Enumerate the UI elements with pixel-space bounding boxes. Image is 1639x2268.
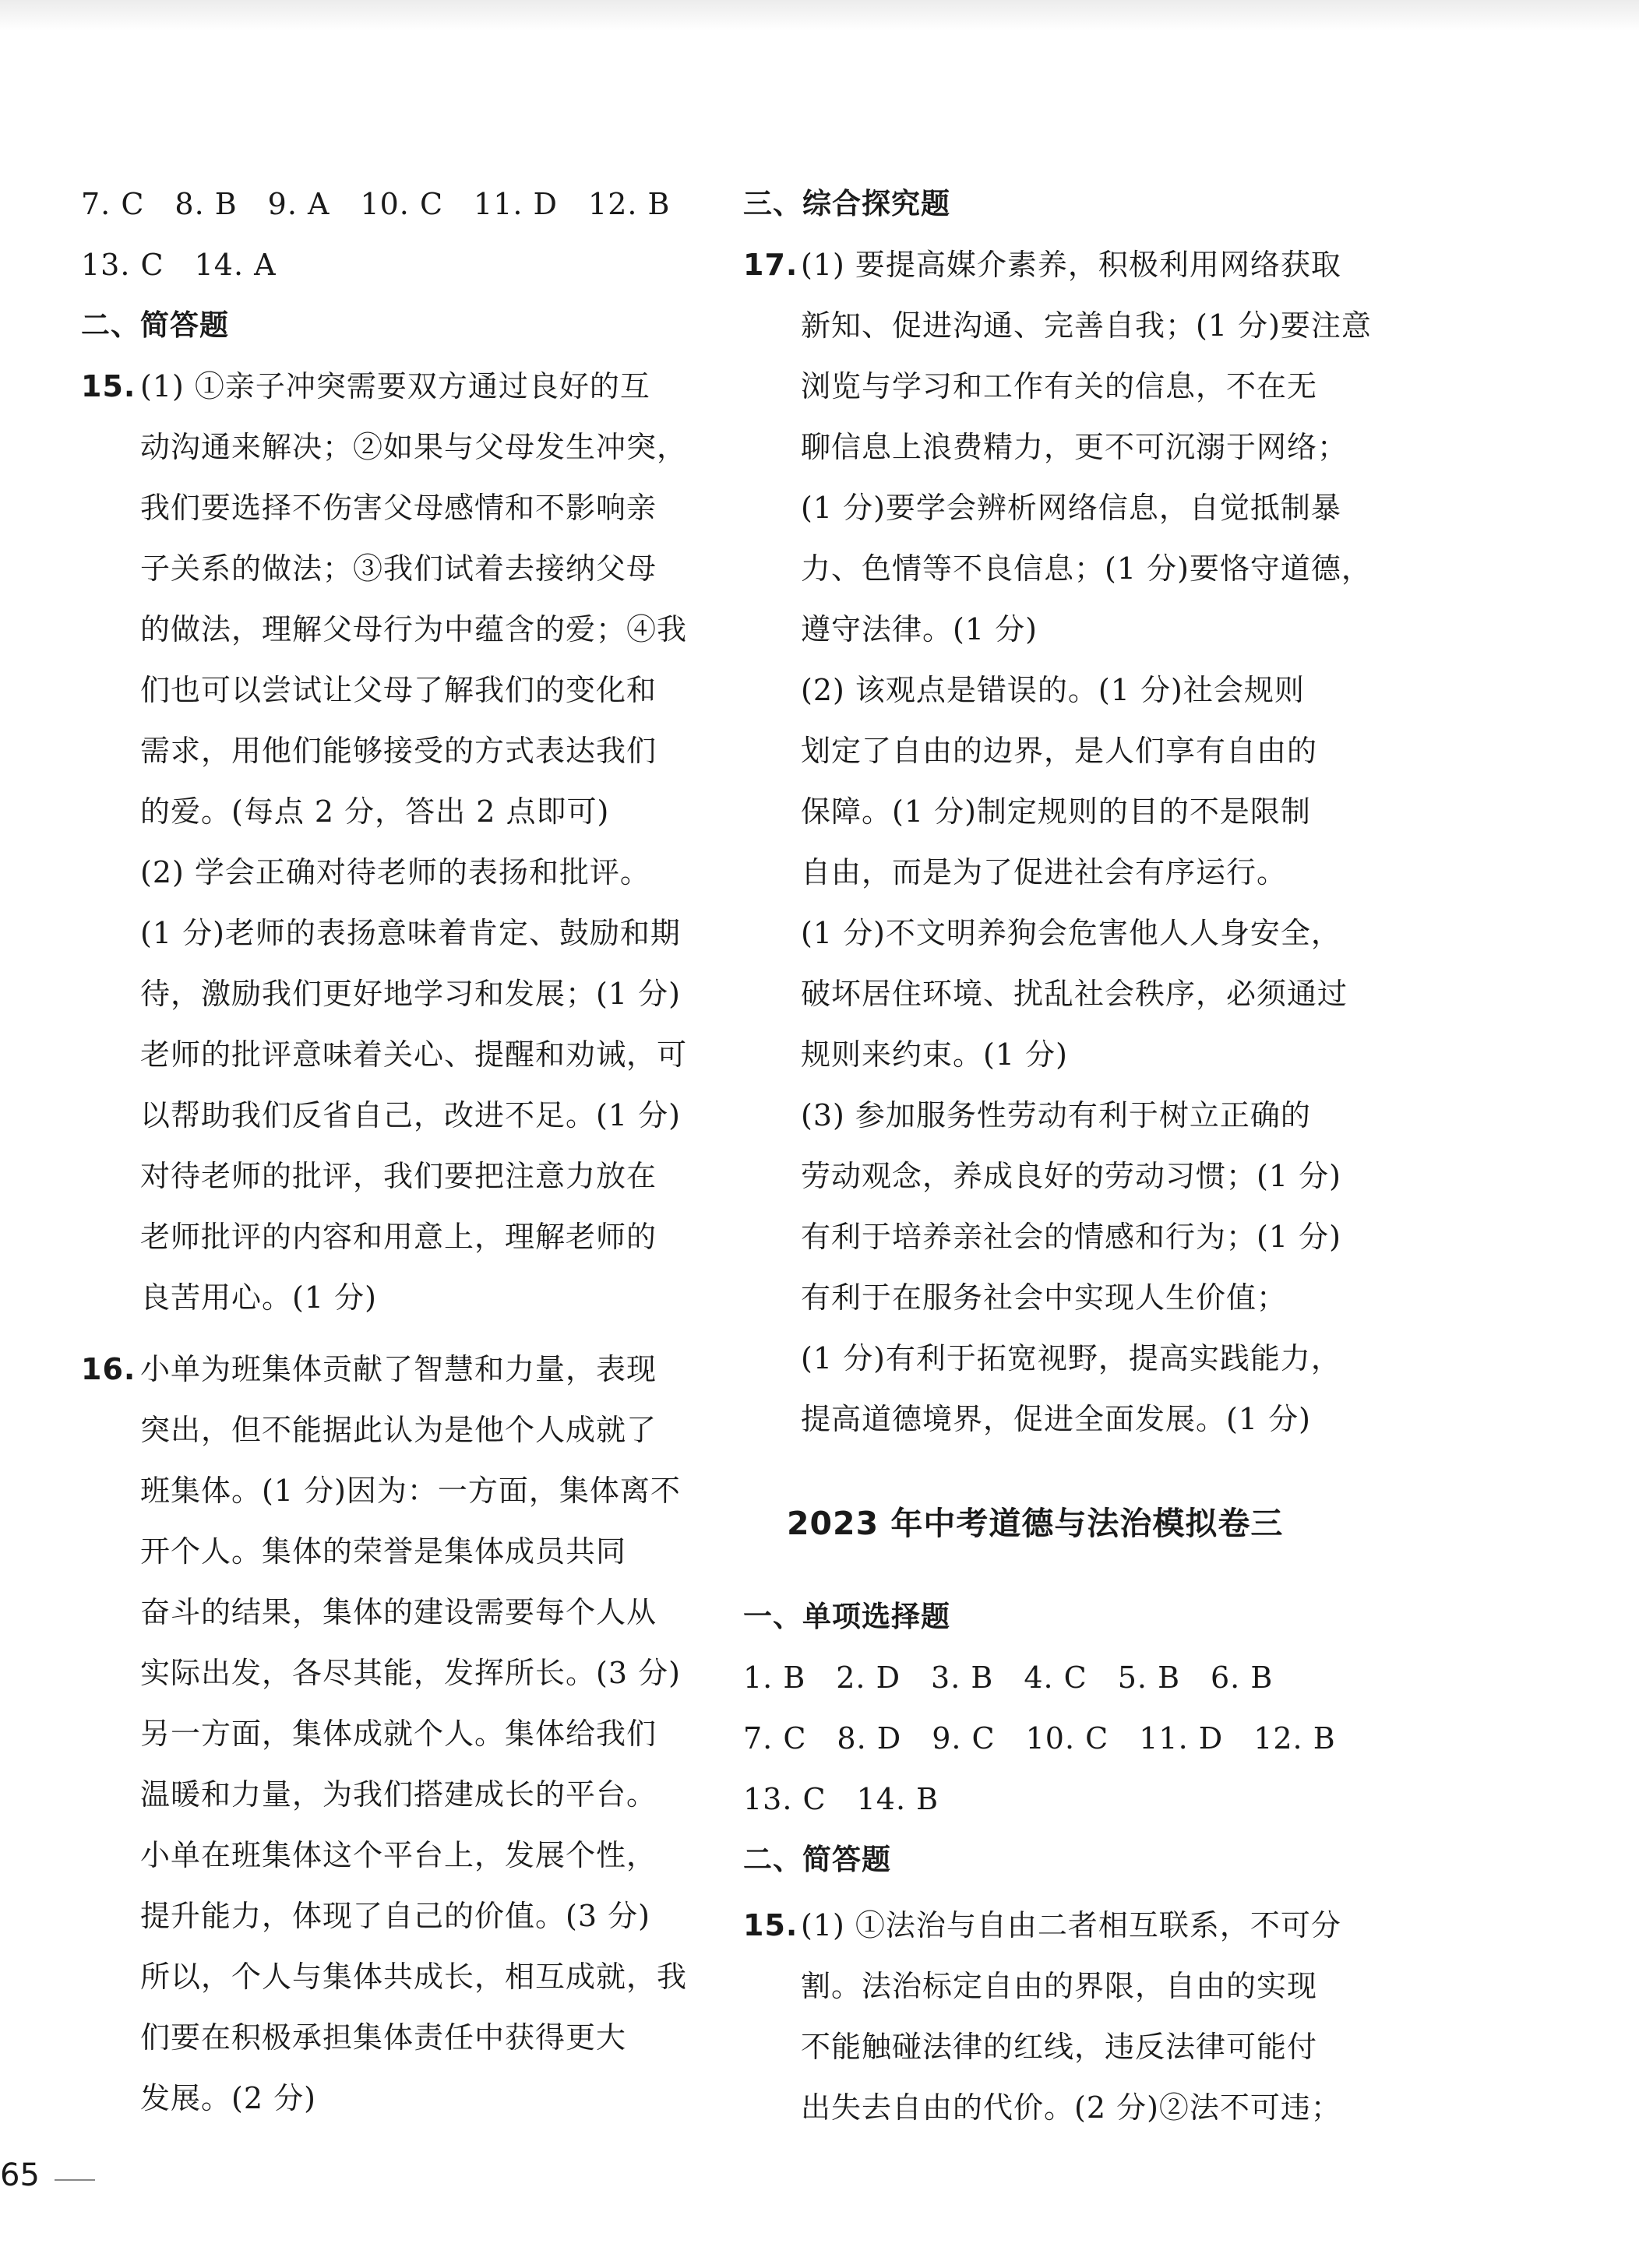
- answer-line: (1 分)老师的表扬意味着肯定、鼓励和期: [140, 916, 681, 950]
- answer-line: 的爱。(每点 2 分，答出 2 点即可): [140, 794, 610, 829]
- section-heading: 二、简答题: [743, 1843, 891, 1876]
- question-number: 15.: [743, 1908, 798, 1942]
- answer-key-row: 13. C 14. B: [743, 1782, 939, 1816]
- answer-line: 划定了自由的边界，是人们享有自由的: [801, 734, 1318, 768]
- answer-key-row: 1. B 2. D 3. B 4. C 5. B 6. B: [743, 1660, 1274, 1695]
- answer-line: 小单在班集体这个平台上，发展个性，: [140, 1838, 657, 1872]
- answer-line: 规则来约束。(1 分): [801, 1037, 1068, 1072]
- answer-line: 奋斗的结果，集体的建设需要每个人从: [140, 1595, 657, 1629]
- answer-line: (1 分)有利于拓宽视野，提高实践能力，: [801, 1341, 1341, 1375]
- answer-line: 破坏居住环境、扰乱社会秩序，必须通过: [801, 977, 1348, 1011]
- answer-line: 所以，个人与集体共成长，相互成就，我: [140, 1960, 688, 1994]
- answer-line: (1) ①法治与自由二者相互联系，不可分: [801, 1908, 1341, 1942]
- answer-line: 温暖和力量，为我们搭建成长的平台。: [140, 1777, 657, 1812]
- answer-line: 以帮助我们反省自己，改进不足。(1 分): [140, 1098, 681, 1132]
- exam-title: 2023 年中考道德与法治模拟卷三: [787, 1505, 1284, 1542]
- answer-line: 割。法治标定自由的界限，自由的实现: [801, 1969, 1318, 2003]
- answer-line: 老师批评的内容和用意上，理解老师的: [140, 1220, 657, 1254]
- answer-line: 突出，但不能据此认为是他个人成就了: [140, 1413, 657, 1447]
- answer-line: 我们要选择不伤害父母感情和不影响亲: [140, 491, 657, 525]
- answer-line: 开个人。集体的荣誉是集体成员共同: [140, 1534, 627, 1569]
- answer-line: 需求，用他们能够接受的方式表达我们: [140, 734, 657, 768]
- section-heading: 一、单项选择题: [743, 1600, 950, 1633]
- answer-line: 班集体。(1 分)因为：一方面，集体离不: [140, 1474, 681, 1508]
- answer-key-row: 7. C 8. B 9. A 10. C 11. D 12. B: [81, 187, 671, 221]
- answer-line: 实际出发，各尽其能，发挥所长。(3 分): [140, 1656, 681, 1690]
- answer-line: 不能触碰法律的红线，违反法律可能付: [801, 2030, 1318, 2064]
- answer-line: 出失去自由的代价。(2 分)②法不可违；: [801, 2090, 1341, 2125]
- answer-line: 提升能力，体现了自己的价值。(3 分): [140, 1899, 650, 1933]
- answer-line: 劳动观念，养成良好的劳动习惯；(1 分): [801, 1159, 1341, 1193]
- answer-line: 另一方面，集体成就个人。集体给我们: [140, 1717, 657, 1751]
- question-number: 16.: [81, 1352, 136, 1386]
- answer-line: 们也可以尝试让父母了解我们的变化和: [140, 673, 657, 707]
- answer-line: (2) 该观点是错误的。(1 分)社会规则: [801, 673, 1305, 707]
- page-number: 65: [0, 2157, 40, 2193]
- answer-line: 发展。(2 分): [140, 2081, 316, 2115]
- section-heading: 二、简答题: [81, 308, 229, 342]
- answer-line: 浏览与学习和工作有关的信息，不在无: [801, 369, 1318, 403]
- answer-line: (1 分)要学会辨析网络信息，自觉抵制暴: [801, 491, 1341, 525]
- answer-line: 遵守法律。(1 分): [801, 612, 1038, 646]
- answer-line: 良苦用心。(1 分): [140, 1280, 377, 1315]
- answer-key-row: 7. C 8. D 9. C 10. C 11. D 12. B: [743, 1721, 1336, 1756]
- answer-line: 自由，而是为了促进社会有序运行。: [801, 855, 1288, 889]
- answer-line: 对待老师的批评，我们要把注意力放在: [140, 1159, 657, 1193]
- answer-line: 动沟通来解决；②如果与父母发生冲突，: [140, 430, 688, 464]
- answer-line: (1) ①亲子冲突需要双方通过良好的互: [140, 369, 650, 403]
- answer-line: 们要在积极承担集体责任中获得更大: [140, 2020, 627, 2055]
- answer-line: 的做法，理解父母行为中蕴含的爱；④我: [140, 612, 688, 646]
- answer-line: 聊信息上浪费精力，更不可沉溺于网络；: [801, 430, 1348, 464]
- answer-key-row: 13. C 14. A: [81, 248, 277, 282]
- answer-line: 保障。(1 分)制定规则的目的不是限制: [801, 794, 1311, 829]
- footer-rule: [55, 2179, 95, 2181]
- answer-line: 新知、促进沟通、完善自我；(1 分)要注意: [801, 308, 1372, 343]
- answer-line: (1 分)不文明养狗会危害他人人身安全，: [801, 916, 1341, 950]
- answer-line: 老师的批评意味着关心、提醒和劝诫，可: [140, 1037, 688, 1072]
- answer-line: 子关系的做法；③我们试着去接纳父母: [140, 551, 657, 586]
- scan-shadow: [0, 0, 1639, 31]
- question-number: 15.: [81, 369, 136, 403]
- answer-line: 待，激励我们更好地学习和发展；(1 分): [140, 977, 681, 1011]
- answer-line: 有利于在服务社会中实现人生价值；: [801, 1280, 1288, 1315]
- answer-line: 有利于培养亲社会的情感和行为；(1 分): [801, 1220, 1341, 1254]
- question-number: 17.: [743, 248, 798, 282]
- answer-line: 小单为班集体贡献了智慧和力量，表现: [140, 1352, 657, 1386]
- section-heading: 三、综合探究题: [743, 187, 950, 220]
- answer-line: (3) 参加服务性劳动有利于树立正确的: [801, 1098, 1311, 1132]
- answer-line: (1) 要提高媒介素养，积极利用网络获取: [801, 248, 1341, 282]
- answer-line: 力、色情等不良信息；(1 分)要恪守道德，: [801, 551, 1372, 586]
- answer-line: (2) 学会正确对待老师的表扬和批评。: [140, 855, 650, 889]
- answer-line: 提高道德境界，促进全面发展。(1 分): [801, 1402, 1311, 1436]
